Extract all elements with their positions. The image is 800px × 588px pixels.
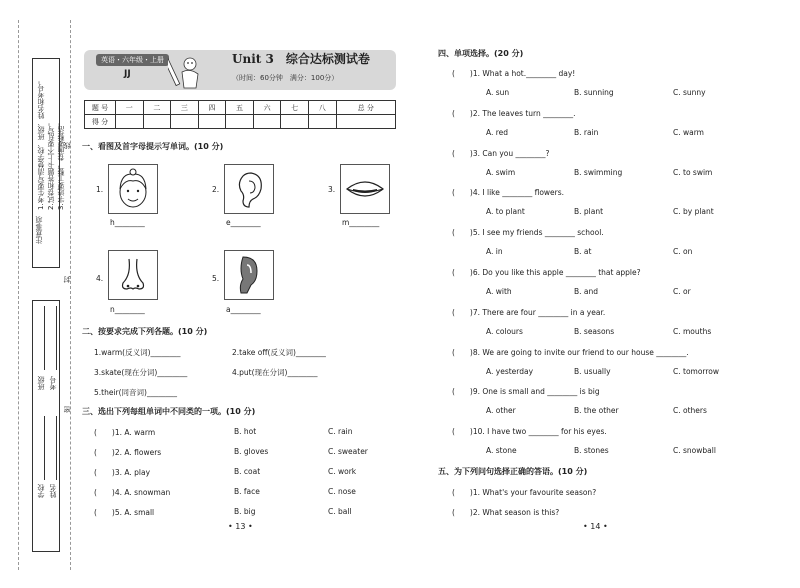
s3-item-5-a[interactable]: ( )5. A. small bbox=[94, 508, 155, 517]
s3-item-2-a[interactable]: ( )2. A. flowers bbox=[94, 448, 162, 457]
page-number-right: • 14 • bbox=[583, 522, 608, 531]
s4-option-a[interactable]: A. sun bbox=[486, 88, 510, 97]
score-header-row bbox=[85, 101, 396, 115]
s3-item-2-b: B. gloves bbox=[234, 447, 269, 456]
s4-option-c[interactable]: C. on bbox=[673, 247, 693, 257]
score-header-cell: 题 号 bbox=[85, 101, 116, 115]
page-number-left: • 13 • bbox=[228, 522, 253, 531]
section-2-heading: 二、按要求完成下列各题。(10 分) bbox=[82, 327, 208, 336]
s4-option-a[interactable]: A. yesterday bbox=[486, 366, 534, 376]
score-row-label: 得 分 bbox=[85, 115, 116, 129]
s1-item-2-num: 2. bbox=[212, 185, 220, 194]
note-1: 1.考生要写清楚学校、班级、姓名和考号。 bbox=[37, 77, 45, 210]
score-header-cell: 五 bbox=[226, 101, 254, 115]
s4-question[interactable]: ( )7. There are four ________ in a year. bbox=[452, 307, 606, 317]
s4-option-b[interactable]: B. sunning bbox=[574, 88, 614, 97]
s1-item-4-num: 4. bbox=[96, 274, 104, 283]
s3-item-5-b: B. big bbox=[234, 507, 256, 516]
s1-item-1-image bbox=[108, 164, 158, 214]
s4-option-a[interactable]: A. stone bbox=[486, 446, 517, 456]
cut-line-outer bbox=[18, 20, 19, 570]
s4-option-b[interactable]: B. seasons bbox=[574, 326, 615, 336]
score-header-cell: 二 bbox=[143, 101, 171, 115]
s1-item-5-hint[interactable]: a________ bbox=[226, 305, 261, 314]
s2-item-1[interactable]: 1.warm(反义词)________ bbox=[94, 348, 181, 357]
s4-option-b[interactable]: B. plant bbox=[574, 207, 604, 217]
s3-item-3-a[interactable]: ( )3. A. play bbox=[94, 468, 151, 477]
s3-item-5-c: C. ball bbox=[328, 507, 352, 516]
score-header-cell: 一 bbox=[116, 101, 144, 115]
field-class: 班级 bbox=[37, 376, 45, 390]
s4-option-b[interactable]: B. rain bbox=[574, 127, 599, 137]
s4-option-c[interactable]: C. or bbox=[673, 287, 691, 296]
cut-mark-mi: 密 bbox=[63, 406, 71, 413]
notes-label: 注意事项 bbox=[35, 216, 43, 244]
section-4-heading: 四、单项选择。(20 分) bbox=[438, 49, 524, 58]
face-icon bbox=[109, 165, 157, 213]
s4-option-a[interactable]: A. other bbox=[486, 406, 516, 416]
s3-item-4-b: B. face bbox=[234, 487, 260, 496]
s4-option-a[interactable]: A. in bbox=[486, 247, 503, 257]
note-3: 3.字迹要工整，卷面要整洁。 bbox=[57, 119, 65, 210]
s4-option-a[interactable]: A. to plant bbox=[486, 207, 525, 217]
score-header-cell: 三 bbox=[171, 101, 199, 115]
score-cell[interactable] bbox=[226, 115, 254, 129]
s2-item-5[interactable]: 5.their(同音词)________ bbox=[94, 388, 177, 397]
subject-tag: 英语・六年级・上册 bbox=[96, 54, 169, 66]
s4-option-b[interactable]: B. stones bbox=[574, 446, 609, 456]
s4-option-c[interactable]: C. by plant bbox=[673, 207, 714, 217]
s1-item-4-hint[interactable]: n________ bbox=[110, 305, 145, 314]
s4-question[interactable]: ( )8. We are going to invite our friend to our house ________. bbox=[452, 347, 689, 357]
s4-question[interactable]: ( )5. I see my friends ________ school. bbox=[452, 228, 604, 238]
s4-option-c[interactable]: C. snowball bbox=[673, 446, 716, 456]
s3-item-2-c: C. sweater bbox=[328, 447, 368, 456]
s3-item-3-c: C. work bbox=[328, 467, 357, 476]
edition-label: JJ bbox=[124, 69, 131, 79]
s5-item-1[interactable]: ( )1. What's your favourite season? bbox=[452, 488, 597, 497]
s1-item-3-image bbox=[340, 164, 390, 214]
field-line-4 bbox=[56, 416, 57, 480]
field-line-3 bbox=[44, 416, 45, 480]
s1-item-4-image bbox=[108, 250, 158, 300]
field-school: 学校 bbox=[37, 484, 45, 498]
s1-item-1-num: 1. bbox=[96, 185, 104, 194]
score-cell[interactable] bbox=[198, 115, 226, 129]
s4-option-c[interactable]: C. tomorrow bbox=[673, 366, 720, 376]
s4-option-a[interactable]: A. colours bbox=[486, 326, 523, 336]
s3-item-4-c: C. nose bbox=[328, 487, 356, 496]
section-1-heading: 一、看图及首字母提示写单词。(10 分) bbox=[82, 142, 224, 151]
field-name: 姓名 bbox=[49, 484, 57, 498]
s4-option-b[interactable]: B. swimming bbox=[574, 167, 623, 177]
s1-item-3-hint[interactable]: m________ bbox=[342, 218, 380, 227]
page-title: Unit 3 综合达标测试卷 bbox=[232, 52, 370, 66]
score-cell[interactable] bbox=[143, 115, 171, 129]
s4-option-c[interactable]: C. mouths bbox=[673, 326, 712, 336]
section-3-heading: 三、选出下列每组单词中不同类的一项。(10 分) bbox=[82, 407, 256, 416]
score-header-cell: 四 bbox=[198, 101, 226, 115]
score-cell[interactable] bbox=[171, 115, 199, 129]
mouth-icon bbox=[341, 165, 389, 213]
s1-item-3-num: 3. bbox=[328, 185, 336, 194]
cut-mark-feng: 封 bbox=[63, 276, 71, 283]
s5-item-2[interactable]: ( )2. What season is this? bbox=[452, 508, 560, 517]
s3-item-1-a[interactable]: ( )1. A. warm bbox=[94, 428, 156, 437]
score-cell[interactable] bbox=[281, 115, 309, 129]
score-header-cell: 六 bbox=[253, 101, 281, 115]
field-line-2 bbox=[56, 306, 57, 370]
s4-option-a[interactable]: A. red bbox=[486, 127, 509, 137]
s1-item-1-hint[interactable]: h________ bbox=[110, 218, 145, 227]
s1-item-2-image bbox=[224, 164, 274, 214]
s4-option-a[interactable]: A. with bbox=[486, 287, 512, 296]
s4-option-c[interactable]: C. sunny bbox=[673, 88, 706, 97]
cut-line-inner bbox=[70, 20, 71, 570]
score-cell[interactable] bbox=[308, 115, 336, 129]
s4-option-a[interactable]: A. swim bbox=[486, 167, 516, 177]
s2-item-4[interactable]: 4.put(现在分词)________ bbox=[232, 368, 318, 377]
s4-question[interactable]: ( )3. Can you ________? bbox=[452, 148, 550, 158]
s4-option-c[interactable]: C. to swim bbox=[673, 167, 713, 177]
s4-option-b[interactable]: B. usually bbox=[574, 366, 611, 376]
s4-option-c[interactable]: C. warm bbox=[673, 127, 704, 137]
page-subtitle: （时间：60分钟 满分：100分） bbox=[232, 74, 339, 82]
score-table bbox=[84, 100, 396, 129]
s4-question[interactable]: ( )4. I like ________ flowers. bbox=[452, 188, 565, 198]
score-cell[interactable] bbox=[116, 115, 144, 129]
s2-item-3[interactable]: 3.skate(现在分词)________ bbox=[94, 368, 188, 377]
score-header-cell: 七 bbox=[281, 101, 309, 115]
s4-option-b[interactable]: B. at bbox=[574, 247, 592, 257]
s4-question[interactable]: ( )10. I have two ________ for his eyes. bbox=[452, 427, 607, 437]
s3-item-4-a[interactable]: ( )4. A. snowman bbox=[94, 488, 171, 497]
s1-item-5-num: 5. bbox=[212, 274, 220, 283]
nose-icon bbox=[109, 251, 157, 299]
ear-icon bbox=[225, 165, 273, 213]
score-value-row bbox=[85, 115, 396, 129]
s4-option-c[interactable]: C. others bbox=[673, 406, 707, 416]
score-cell[interactable] bbox=[336, 115, 396, 129]
s2-item-2[interactable]: 2.take off(反义词)________ bbox=[232, 348, 326, 357]
arm-icon bbox=[225, 251, 273, 299]
s3-item-1-b: B. hot bbox=[234, 427, 257, 436]
s1-item-5-image bbox=[224, 250, 274, 300]
score-cell[interactable] bbox=[253, 115, 281, 129]
s4-question[interactable]: ( )1. What a hot.________ day! bbox=[452, 69, 576, 78]
s4-question[interactable]: ( )6. Do you like this apple ________ that apple? bbox=[452, 268, 641, 277]
section-5-heading: 五、为下列问句选择正确的答语。(10 分) bbox=[438, 467, 588, 476]
score-header-cell: 八 bbox=[308, 101, 336, 115]
s4-option-b[interactable]: B. and bbox=[574, 287, 599, 296]
mascot-icon bbox=[168, 52, 204, 90]
note-2: 2.试卷和答题卡上不要乱写。 bbox=[47, 119, 55, 210]
s4-question[interactable]: ( )9. One is small and ________ is big bbox=[452, 387, 600, 397]
s3-item-1-c: C. rain bbox=[328, 427, 353, 436]
field-exam-id: 考号 bbox=[49, 376, 57, 390]
s4-question[interactable]: ( )2. The leaves turn ________. bbox=[452, 108, 576, 118]
cut-mark-xian: 线 bbox=[63, 142, 71, 149]
field-line-1 bbox=[44, 306, 45, 370]
s4-option-b[interactable]: B. the other bbox=[574, 406, 619, 416]
s3-item-3-b: B. coat bbox=[234, 467, 261, 476]
s1-item-2-hint[interactable]: e________ bbox=[226, 218, 261, 227]
score-header-cell: 总 分 bbox=[336, 101, 396, 115]
